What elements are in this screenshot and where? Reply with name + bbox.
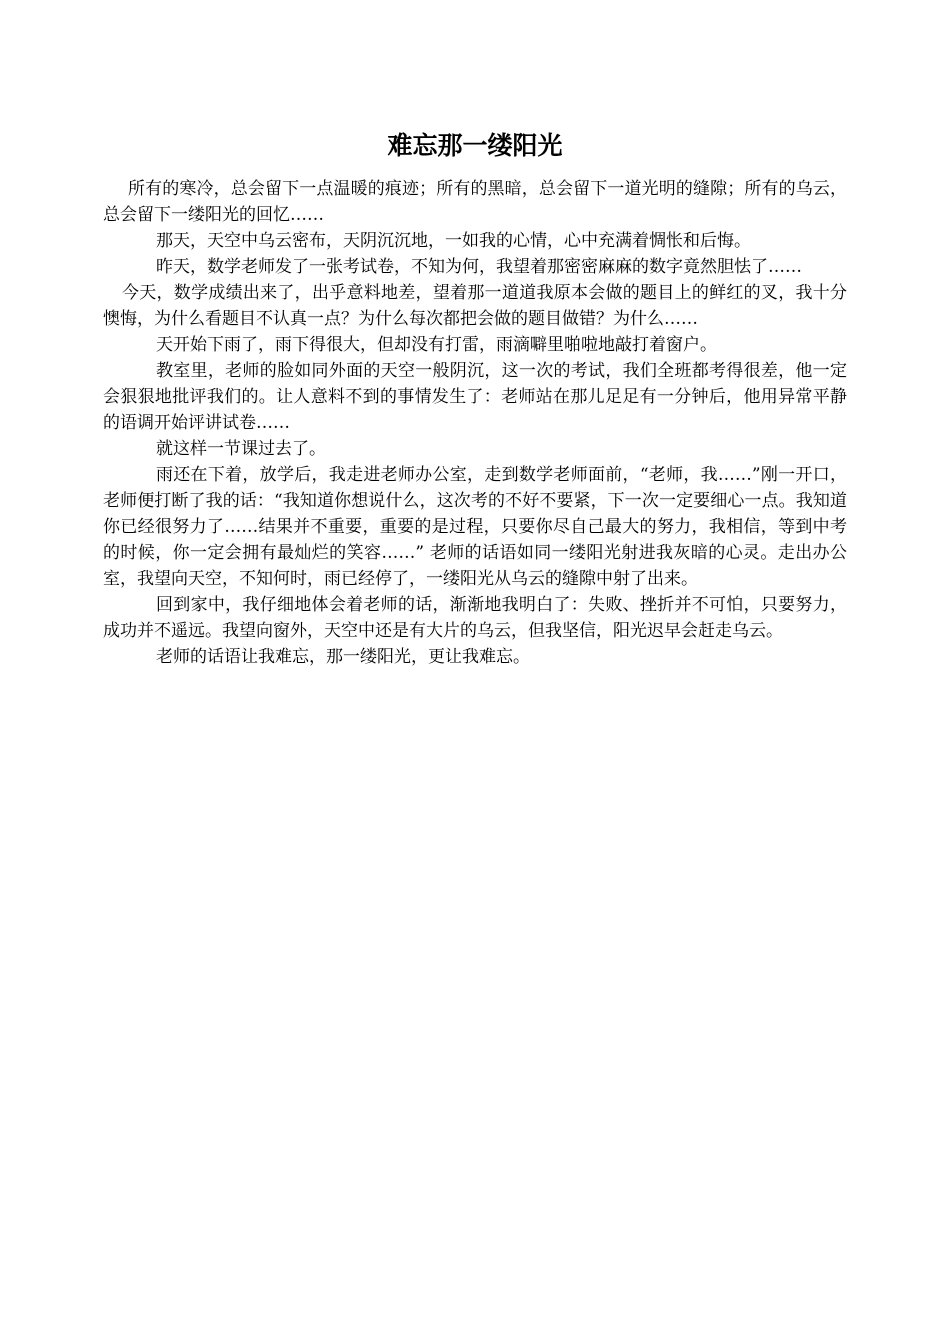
paragraph-3: 昨天，数学老师发了一张考试卷，不知为何，我望着那密密麻麻的数字竟然胆怯了…… <box>156 257 802 277</box>
paragraph-10: 老师的话语让我难忘，那一缕阳光，更让我难忘。 <box>156 647 530 667</box>
paragraph-4: 今天，数学成绩出来了，出乎意料地差，望着那一道道我原本会做的题目上的鲜红的叉，我十分懊悔，为什么看题目不认真一点？为什么每次都把会做的题目做错？为什么…… <box>103 283 847 329</box>
document-title: 难忘那一缕阳光 <box>387 131 563 160</box>
document-body <box>103 176 847 670</box>
paragraph-2: 那天，天空中乌云密布，天阴沉沉地，一如我的心情，心中充满着惆怅和后悔。 <box>156 231 751 251</box>
paragraph-5: 天开始下雨了，雨下得很大，但却没有打雷，雨滴噼里啪啦地敲打着窗户。 <box>156 335 717 355</box>
paragraph-8: 雨还在下着，放学后，我走进老师办公室，走到数学老师面前，“老师，我……”刚一开口，老师便打断了我的话：“我知道你想说什么，这次考的不好不要紧，下一次一定要细心一点。我知道你已经很努力了……结果并不重要，重要的是过程，只要你尽自己最大的努力，我相信，等到中考的时候，你一定会拥有最灿烂的笑容……” 老师的话语如同一缕阳光射进我灰暗的心灵。走出办公室，我望向天空，不知何时，雨已经停了，一缕阳光从乌云的缝隙中射了出来。 <box>103 465 847 589</box>
paragraph-6: 教室里，老师的脸如同外面的天空一般阴沉，这一次的考试，我们全班都考得很差，他一定会狠狠地批评我们的。让人意料不到的事情发生了：老师站在那儿足足有一分钟后，他用异常平静的语调开始评讲试卷…… <box>103 361 847 433</box>
paragraph-1: 所有的寒冷，总会留下一点温暖的痕迹；所有的黑暗，总会留下一道光明的缝隙；所有的乌云，总会留下一缕阳光的回忆…… <box>103 179 847 225</box>
paragraph-9: 回到家中，我仔细地体会着老师的话，渐渐地我明白了：失败、挫折并不可怕，只要努力，成功并不遥远。我望向窗外，天空中还是有大片的乌云，但我坚信，阳光迟早会赶走乌云。 <box>103 595 847 641</box>
paragraph-7: 就这样一节课过去了。 <box>156 439 326 459</box>
